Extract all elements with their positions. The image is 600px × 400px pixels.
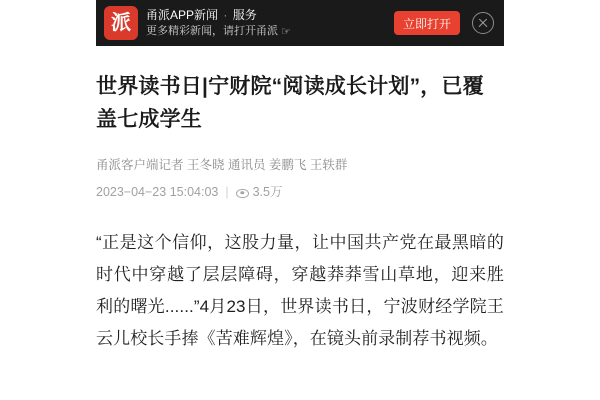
banner-channel: 服务 xyxy=(232,8,257,22)
article-paragraph: “正是这个信仰，这股力量，让中国共产党在最黑暗的时代中穿越了层层障碍，穿越莽莽雪山草地，迎来胜利的曙光......”4月23日，世界读书日，宁波财经学院王云儿校长手捧《苦难辉煌》，在镜头前录制荐书视频。 xyxy=(96,233,504,348)
article-view-count: 3.5万 xyxy=(252,185,283,199)
article-container xyxy=(96,46,504,372)
page-title: 世界读书日|宁财院“阅读成长计划”，已覆盖七成学生 xyxy=(96,75,484,131)
pointing-hand-icon: ☞ xyxy=(281,26,291,38)
article-timestamp: 2023−04−23 15:04:03 xyxy=(96,185,219,199)
eye-icon xyxy=(236,189,249,198)
banner-separator: · xyxy=(223,8,228,22)
banner-subtitle: 更多精彩新闻，请打开甬派 xyxy=(146,25,278,37)
article-meta xyxy=(96,183,504,201)
banner-app-name: 甬派APP新闻 xyxy=(146,8,219,22)
meta-divider: | xyxy=(225,185,229,199)
banner-title-row xyxy=(146,8,388,22)
app-logo-icon xyxy=(104,6,138,40)
open-app-button[interactable]: 立即打开 xyxy=(394,11,460,35)
close-banner-button[interactable] xyxy=(472,12,494,34)
app-download-banner xyxy=(96,0,504,46)
app-logo-text: 派 xyxy=(111,12,131,34)
banner-subtitle-row xyxy=(146,25,388,38)
article-byline: 甬派客户端记者 王冬晓 通讯员 姜鹏飞 王轶群 xyxy=(96,158,348,172)
banner-text-group xyxy=(146,8,388,38)
